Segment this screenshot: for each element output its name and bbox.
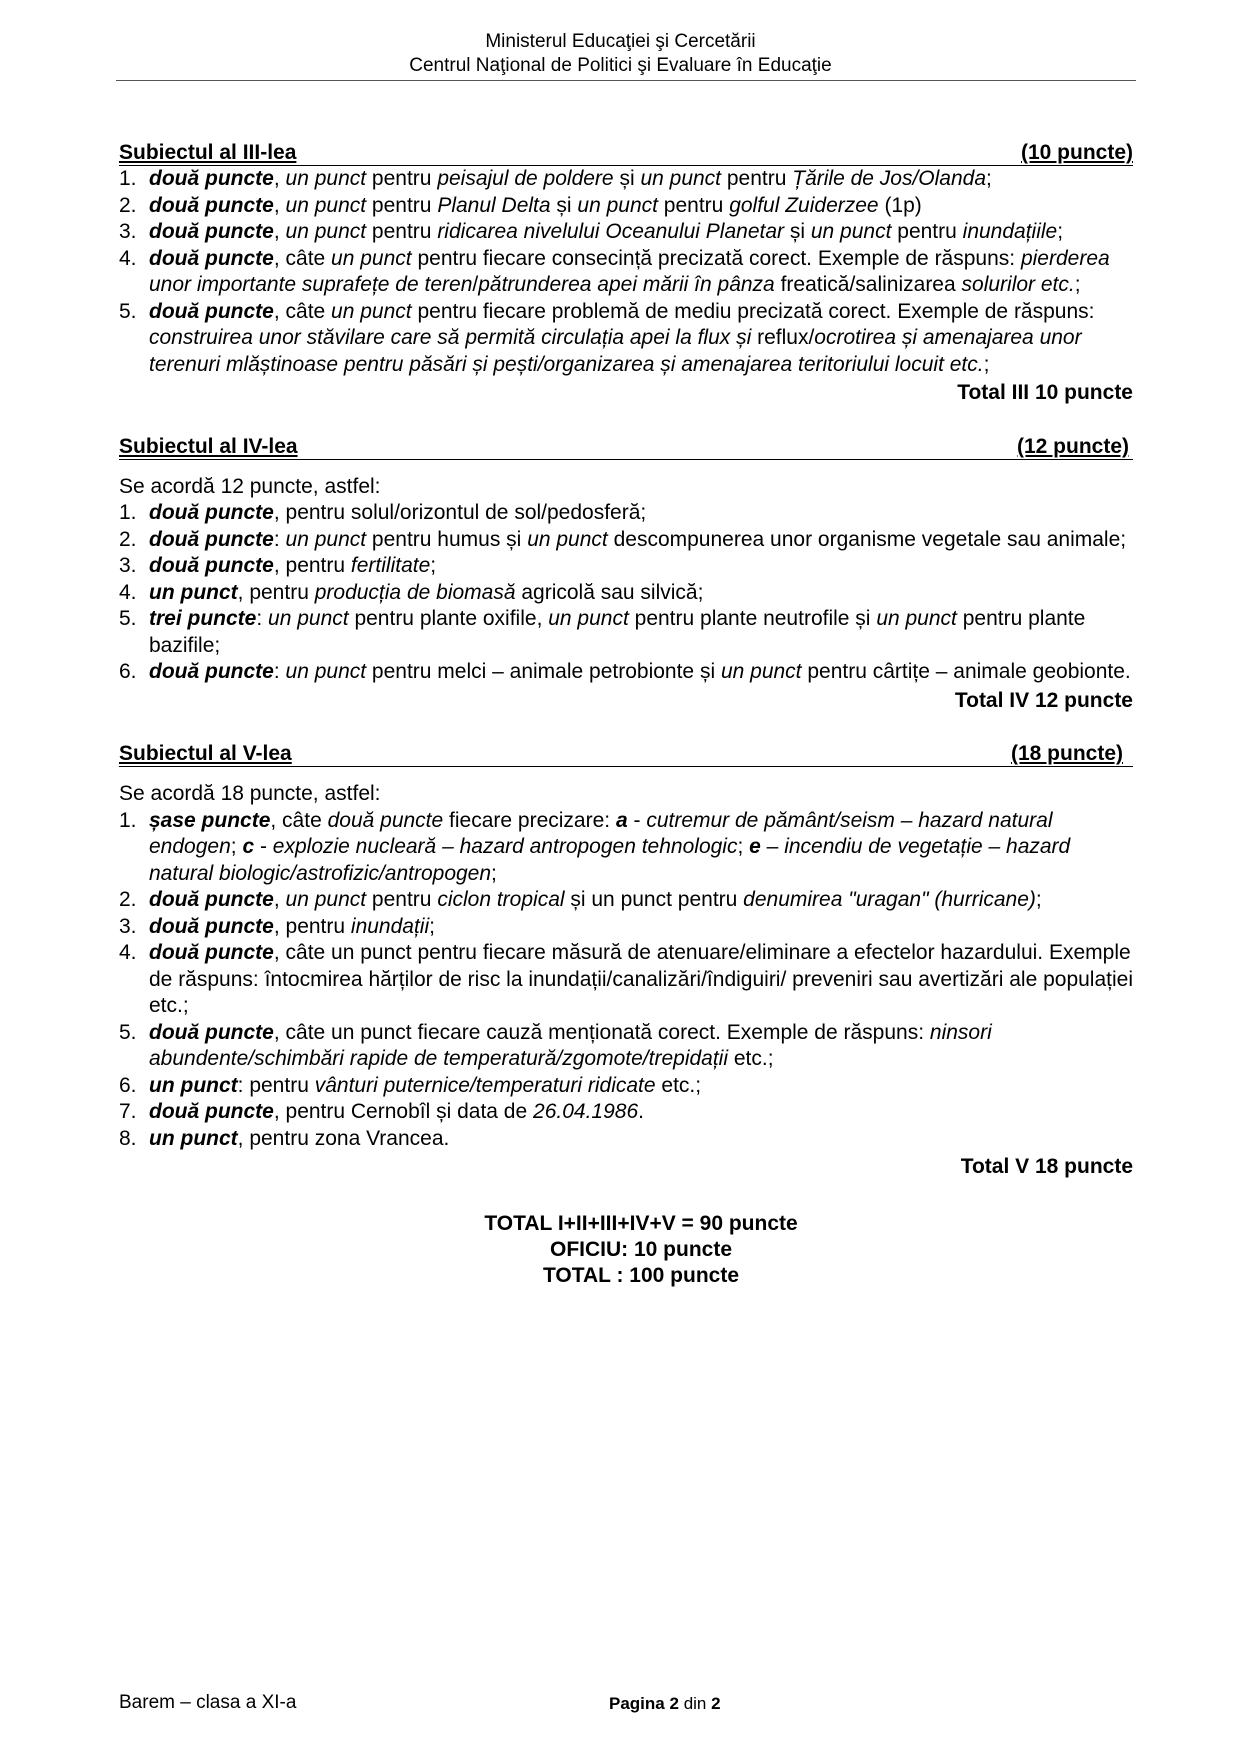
list-item-number: 3.: [119, 914, 137, 938]
list-item: [119, 553, 1133, 580]
grand-total-oficiu: OFICIU: 10 puncte: [549, 1237, 733, 1261]
list-item-text: două puncte, câte un punct pentru fiecare problemă de mediu precizată corect. Exemple de răspuns: construirea unor stăvilare care să permită circulația apei la flux și reflux/ocrotirea și amenajarea unor terenuri mlăștinoase pentru păsări și pești/organizarea și amenajarea teritoriului locuit etc.;: [149, 299, 1095, 376]
list-item: [119, 1020, 1133, 1073]
list-item-text: un punct, pentru producția de biomasă agricolă sau silvică;: [149, 580, 704, 604]
list-item-text: două puncte: un punct pentru humus și un punct descompunerea unor organisme vegetale sau animale;: [149, 527, 1127, 551]
list-item-number: 4.: [119, 246, 137, 270]
list-item-text: două puncte, pentru fertilitate;: [149, 554, 437, 577]
list-item: [119, 527, 1133, 554]
section-5-title: Subiectul al V-lea: [119, 742, 292, 765]
list-item-text: două puncte, pentru inundații;: [149, 914, 435, 938]
list-item-number: 6.: [119, 1073, 137, 1097]
list-item-text: două puncte, pentru Cernobîl și data de 26.04.1986.: [149, 1100, 644, 1123]
list-item-number: 1.: [119, 167, 137, 190]
list-item-text: două puncte, câte un punct fiecare cauză menționată corect. Exemple de răspuns: ninsori abundente/schimbări rapide de temperatură/zgomote/trepidații etc.;: [149, 1020, 992, 1070]
list-item-number: 1.: [119, 808, 137, 832]
list-item-number: 8.: [119, 1126, 137, 1150]
list-item: [119, 606, 1133, 659]
list-item: [119, 219, 1133, 246]
list-item: [119, 1126, 1133, 1153]
list-item-number: 3.: [119, 554, 137, 577]
list-item-text: un punct, pentru zona Vrancea.: [149, 1126, 450, 1150]
list-item-text: două puncte, un punct pentru ciclon tropical și un punct pentru denumirea "uragan" (hurricane);: [149, 888, 1042, 911]
list-item-number: 2.: [119, 193, 137, 217]
section-4-total: Total IV 12 puncte: [954, 688, 1133, 712]
list-item: [119, 246, 1133, 299]
grand-total-final: TOTAL : 100 puncte: [542, 1263, 740, 1287]
grand-total-sum: TOTAL I+II+III+IV+V = 90 puncte: [484, 1211, 798, 1235]
section-4-intro: Se acordă 12 puncte, astfel:: [119, 474, 381, 498]
list-item-number: 3.: [119, 220, 137, 243]
document-body: [119, 141, 1133, 1289]
list-item-number: 6.: [119, 660, 137, 683]
list-item: [119, 1073, 1133, 1100]
header-ministry: Ministerul Educaţiei şi Cercetării: [485, 31, 756, 52]
section-5-total: Total V 18 puncte: [960, 1155, 1133, 1178]
grand-total: [119, 1211, 1133, 1289]
footer-label: Barem – clasa a XI-a: [119, 1692, 297, 1713]
section-5-points: (18 puncte): [1010, 742, 1123, 765]
section-3-title: Subiectul al III-lea: [119, 141, 297, 164]
list-item-number: 1.: [119, 501, 137, 524]
section-3-points: (10 puncte): [1020, 141, 1133, 164]
page-word: Pagina: [609, 1694, 665, 1713]
section-4-heading: [119, 435, 1133, 460]
page-number: [609, 1694, 721, 1714]
list-item-number: 4.: [119, 941, 137, 964]
section-4-list: [119, 500, 1133, 686]
list-item-text: trei puncte: un punct pentru plante oxifile, un punct pentru plante neutrofile și un punct pentru plante bazifile;: [149, 607, 1086, 657]
list-item-number: 2.: [119, 527, 137, 551]
list-item-number: 5.: [119, 607, 137, 630]
section-5-list: [119, 808, 1133, 1153]
section-4-points: (12 puncte): [1016, 434, 1129, 458]
list-item-text: două puncte, un punct pentru ridicarea nivelului Oceanului Planetar și un punct pentru inundațiile;: [149, 220, 1064, 243]
section-5-intro: Se acordă 18 puncte, astfel:: [119, 782, 381, 805]
list-item: [119, 193, 1133, 220]
header-divider: [116, 80, 1136, 81]
list-item: [119, 887, 1133, 914]
section-3-total: Total III 10 puncte: [957, 381, 1133, 404]
header-center: Centrul Naţional de Politici şi Evaluare în Educaţie: [409, 55, 832, 76]
list-item-text: două puncte, câte un punct pentru fiecare consecință precizată corect. Exemple de răspuns: pierderea unor importante suprafețe de teren/pătrunderea apei mării în pânza freatică/salinizarea solurilor etc.;: [149, 246, 1110, 296]
list-item: [119, 1099, 1133, 1126]
list-item-text: două puncte, un punct pentru Planul Delta și un punct pentru golful Zuiderzee (1p): [149, 193, 922, 217]
page-total: 2: [711, 1694, 721, 1713]
page-header: [0, 30, 1241, 78]
section-4-title: Subiectul al IV-lea: [119, 434, 298, 458]
list-item-number: 5.: [119, 1020, 137, 1044]
list-item-text: două puncte, un punct pentru peisajul de poldere și un punct pentru Țările de Jos/Olanda;: [149, 167, 992, 190]
list-item-text: un punct: pentru vânturi puternice/temperaturi ridicate etc.;: [149, 1073, 702, 1097]
list-item-text: șase puncte, câte două puncte fiecare precizare: a - cutremur de pământ/seism – hazard natural endogen; c - explozie nucleară – hazard antropogen tehnologic; e – incendiu de vegetație – hazard natural biologic/astrofizic/antropogen;: [149, 808, 1071, 885]
page-of: din: [683, 1694, 707, 1713]
list-item: [119, 808, 1133, 888]
list-item: [119, 500, 1133, 527]
list-item: [119, 580, 1133, 607]
section-3-heading: [119, 141, 1133, 166]
list-item: [119, 166, 1133, 193]
list-item-number: 2.: [119, 888, 137, 911]
list-item-text: două puncte: un punct pentru melci – animale petrobionte și un punct pentru cârtițe – animale geobionte.: [149, 660, 1131, 683]
list-item-number: 7.: [119, 1100, 137, 1123]
list-item: [119, 299, 1133, 379]
list-item-text: două puncte, pentru solul/orizontul de sol/pedosferă;: [149, 501, 647, 524]
section-3-list: [119, 166, 1133, 378]
list-item-number: 5.: [119, 299, 137, 323]
list-item: [119, 940, 1133, 1020]
list-item: [119, 914, 1133, 941]
section-5-heading: [119, 742, 1133, 767]
list-item: [119, 659, 1133, 686]
list-item-text: două puncte, câte un punct pentru fiecare măsură de atenuare/eliminare a efectelor hazardului. Exemple de răspuns: întocmirea hărților de risc la inundații/canalizări/îndiguiri/ preveniri sau avertizări ale populației etc.;: [149, 941, 1133, 1017]
page-current: 2: [669, 1694, 679, 1713]
list-item-number: 4.: [119, 580, 137, 604]
